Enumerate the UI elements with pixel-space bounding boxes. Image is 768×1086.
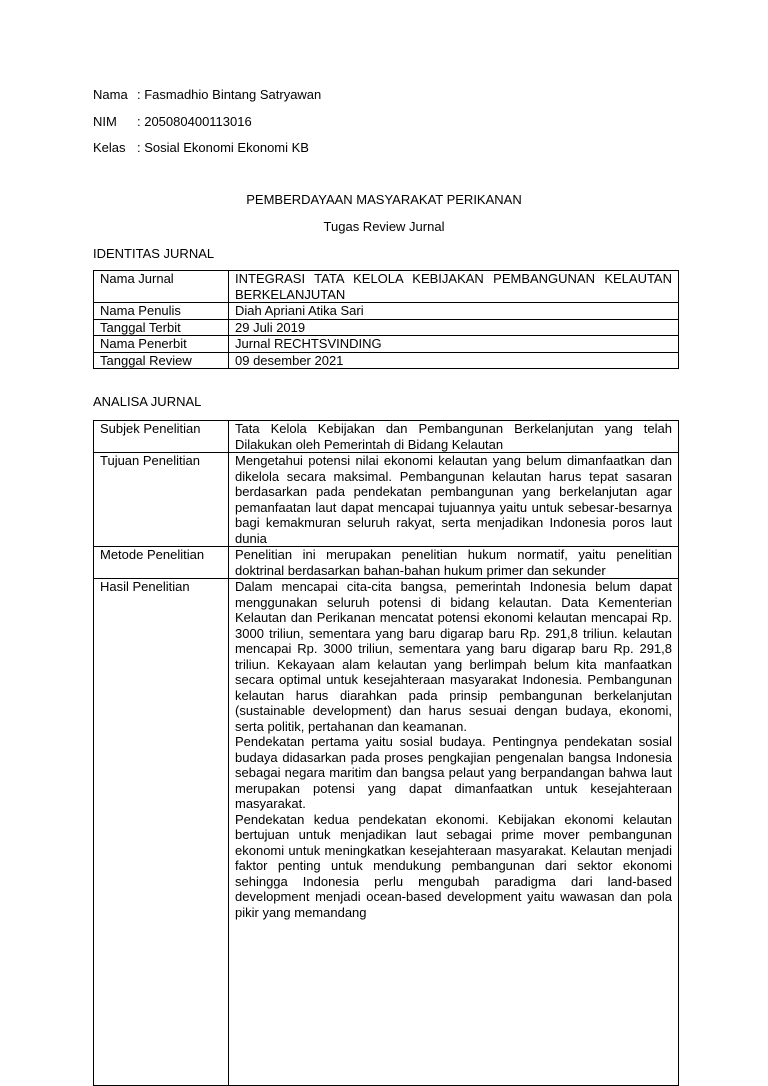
row-label: Hasil Penelitian [94, 579, 229, 1086]
table-row [94, 319, 679, 336]
row-label: Nama Jurnal [94, 271, 229, 303]
student-kelas-row [93, 140, 321, 167]
row-label: Tanggal Terbit [94, 319, 229, 336]
table-row [94, 579, 679, 1086]
hasil-text [235, 579, 672, 1085]
table-row [94, 421, 679, 453]
document-subtitle: Tugas Review Jurnal [323, 219, 445, 234]
document-title: PEMBERDAYAAN MASYARAKAT PERIKANAN [246, 192, 522, 207]
paragraph: Dalam mencapai cita-cita bangsa, pemerintah Indonesia belum dapat menggunakan seluruh potensi di bidang kelautan. Data Kementerian Kelautan dan Perikanan mencatat potensi ekonomi kelautan mencapai Rp. 3000 triliun, sementara yang baru digarap baru Rp. 291,8 triliun. kelautan mencapai Rp. 3000 triliun, sementara yang baru digarap baru Rp. 291,8 triliun. Kekayaan alam kelautan yang berlimpah belum kita manfaatkan secara optimal untuk kesejahteraan masyarakat Indonesia. Pembangunan kelautan harus diarahkan pada prinsip pembangunan berkelanjutan (sustainable development) dan harus sesuai dengan budaya, ekonomi, serta politik, pertahanan dan keamanan. [235, 579, 672, 734]
analisa-heading: ANALISA JURNAL [93, 394, 202, 409]
paragraph: Pendekatan kedua pendekatan ekonomi. Kebijakan ekonomi kelautan bertujuan untuk menjadikan laut sebagai prime mover pembangunan ekonomi untuk meningkatkan kesejahteraan masyarakat. Kelautan menjadi faktor penting untuk mendukung pembangunan dari sektor ekonomi sehingga Indonesia perlu mengubah paradigma dari land-based development menjadi ocean-based development yaitu wawasan dan pola pikir yang memandang [235, 811, 672, 920]
row-label: Tujuan Penelitian [94, 453, 229, 547]
row-label: Tanggal Review [94, 352, 229, 369]
row-value: INTEGRASI TATA KELOLA KEBIJAKAN PEMBANGUNAN KELAUTAN BERKELANJUTAN [229, 271, 679, 303]
student-name-row [93, 87, 321, 114]
row-value: Penelitian ini merupakan penelitian hukum normatif, yaitu penelitian doktrinal berdasarkan bahan-bahan hukum primer dan sekunder [229, 547, 679, 579]
row-value: Mengetahui potensi nilai ekonomi kelautan yang belum dimanfaatkan dan dikelola secara maksimal. Pembangunan kelautan harus tepat sasaran berdasarkan pada pendekatan pembangunan yang berkelanjutan agar pemanfaatan laut dapat mencapai tujuannya yaitu untuk sebesar-besarnya bagi kemakmuran seluruh rakyat, serta menjadikan Indonesia poros laut dunia [229, 453, 679, 547]
analisa-table [93, 420, 679, 1086]
identitas-table [93, 270, 679, 369]
row-value: Tata Kelola Kebijakan dan Pembangunan Berkelanjutan yang telah Dilakukan oleh Pemerintah di Bidang Kelautan [229, 421, 679, 453]
identitas-heading: IDENTITAS JURNAL [93, 246, 215, 261]
name-label: Nama [93, 87, 128, 102]
nim-label: NIM [93, 113, 117, 129]
row-value: 29 Juli 2019 [229, 319, 679, 336]
table-row [94, 336, 679, 353]
table-row [94, 303, 679, 320]
table-row [94, 271, 679, 303]
row-value [229, 579, 679, 1086]
table-row [94, 352, 679, 369]
table-row [94, 453, 679, 547]
row-value: Diah Apriani Atika Sari [229, 303, 679, 320]
row-label: Nama Penulis [94, 303, 229, 320]
student-info [93, 87, 321, 167]
row-value: 09 desember 2021 [229, 352, 679, 369]
row-label: Subjek Penelitian [94, 421, 229, 453]
table-row [94, 547, 679, 579]
row-value: Jurnal RECHTSVINDING [229, 336, 679, 353]
kelas-label: Kelas [93, 140, 126, 155]
kelas-value: : Sosial Ekonomi Ekonomi KB [137, 140, 309, 155]
paragraph: Pendekatan pertama yaitu sosial budaya. Pentingnya pendekatan sosial budaya didasarkan pada proses pengkajian pengenalan bangsa Indonesia sebagai negara maritim dan bangsa pelaut yang berpandangan bahwa laut merupakan potensi yang dapat dimanfaatkan untuk kesejahteraan masyarakat. [235, 734, 672, 811]
student-nim-row [93, 114, 321, 141]
name-value: : Fasmadhio Bintang Satryawan [137, 87, 322, 102]
row-label: Nama Penerbit [94, 336, 229, 353]
row-label: Metode Penelitian [94, 547, 229, 579]
nim-value: : 205080400113016 [137, 113, 252, 129]
